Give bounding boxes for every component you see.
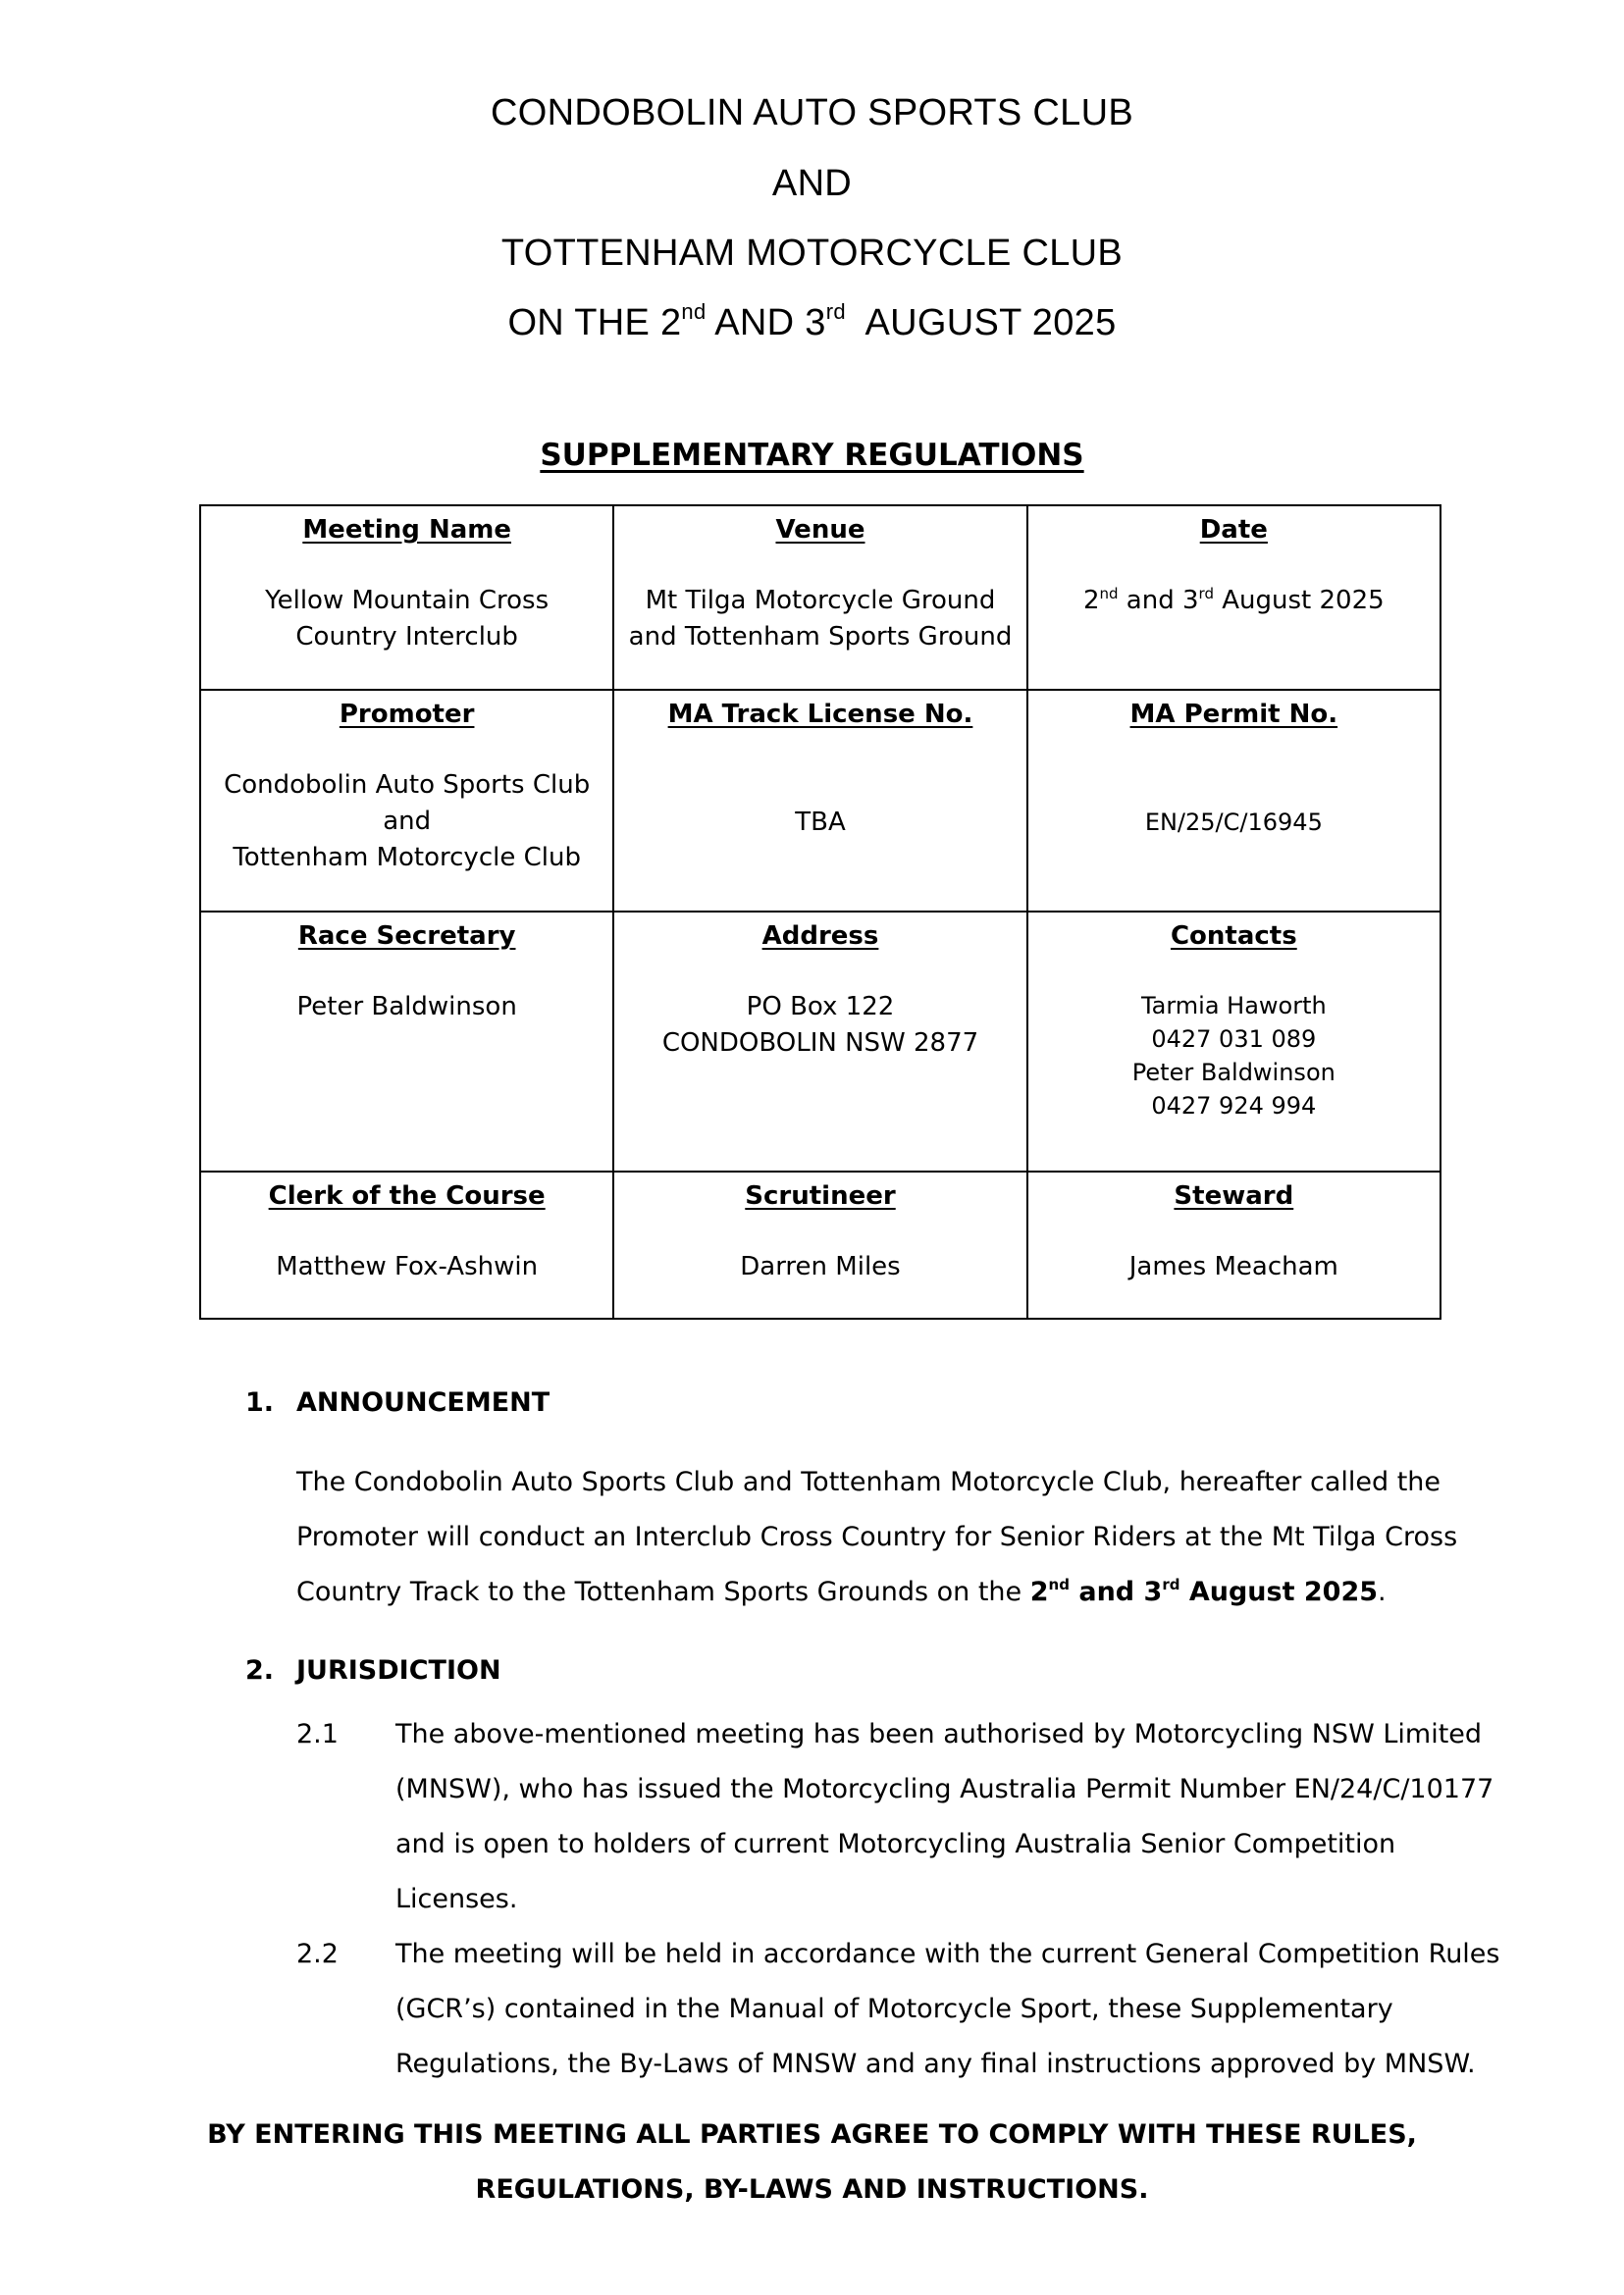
cell-promoter: Promoter Condobolin Auto Sports Club and Tottenham Motorcycle Club [200,690,613,912]
cell-race-secretary: Race Secretary Peter Baldwinson [200,912,613,1172]
header-club-2: TOTTENHAM MOTORCYCLE CLUB [500,233,1124,274]
cell-scrutineer: Scrutineer Darren Miles [613,1172,1026,1319]
header-and: AND [771,163,853,204]
table-row [200,912,1441,1172]
cell-meeting-name: Meeting Name Yellow Mountain Cross Country Interclub [200,505,613,690]
table-row [200,505,1441,690]
section-heading: ANNOUNCEMENT [296,1387,550,1418]
subsection-paragraph: The meeting will be held in accordance with the current General Competition Rules (GCR’s) contained in the Manual of Motorcycle Sport, these Supplementary Regulations, the By-Laws of MNSW and any final instructions approved by MNSW. [395,1939,1500,2079]
section-number: 1. [245,1387,275,1418]
page-title: SUPPLEMENTARY REGULATIONS [540,438,1084,473]
cell-date: Date 2nd and 3rd August 2025 [1027,505,1441,690]
meeting-info-table [199,504,1441,1320]
cell-address: Address PO Box 122 CONDOBOLIN NSW 2877 [613,912,1026,1172]
subsection-number: 2.1 [296,1719,339,1749]
section-heading: JURISDICTION [296,1655,501,1686]
table-row [200,1172,1441,1319]
cell-permit: MA Permit No. EN/25/C/16945 [1027,690,1441,912]
cell-track-license: MA Track License No. TBA [613,690,1026,912]
agreement-statement: BY ENTERING THIS MEETING ALL PARTIES AGREE TO COMPLY WITH THESE RULES, REGULATIONS, BY-LAWS AND INSTRUCTIONS. [207,2119,1417,2205]
cell-venue: Venue Mt Tilga Motorcycle Ground and Tottenham Sports Ground [613,505,1026,690]
subsection-number: 2.2 [296,1939,339,1969]
table-row [200,690,1441,912]
announcement-paragraph: The Condobolin Auto Sports Club and Tottenham Motorcycle Club, hereafter called the Promoter will conduct an Interclub Cross Country for Senior Riders at the Mt Tilga Cross Country Track to the Tottenham Sports Grounds on the 2nd and 3rd August 2025. [296,1467,1458,1607]
header-dates: ON THE 2nd AND 3rd AUGUST 2025 [507,299,1117,343]
subsection-paragraph: The above-mentioned meeting has been authorised by Motorcycling NSW Limited (MNSW), who has issued the Motorcycling Australia Permit Number EN/24/C/10177 and is open to holders of current Motorcycling Australia Senior Competition Licenses. [395,1719,1494,1914]
cell-steward: Steward James Meacham [1027,1172,1441,1319]
header-club-1: CONDOBOLIN AUTO SPORTS CLUB [491,92,1133,133]
cell-contacts: Contacts Tarmia Haworth 0427 031 089 Peter Baldwinson 0427 924 994 [1027,912,1441,1172]
section-number: 2. [245,1655,275,1686]
cell-clerk: Clerk of the Course Matthew Fox-Ashwin [200,1172,613,1319]
